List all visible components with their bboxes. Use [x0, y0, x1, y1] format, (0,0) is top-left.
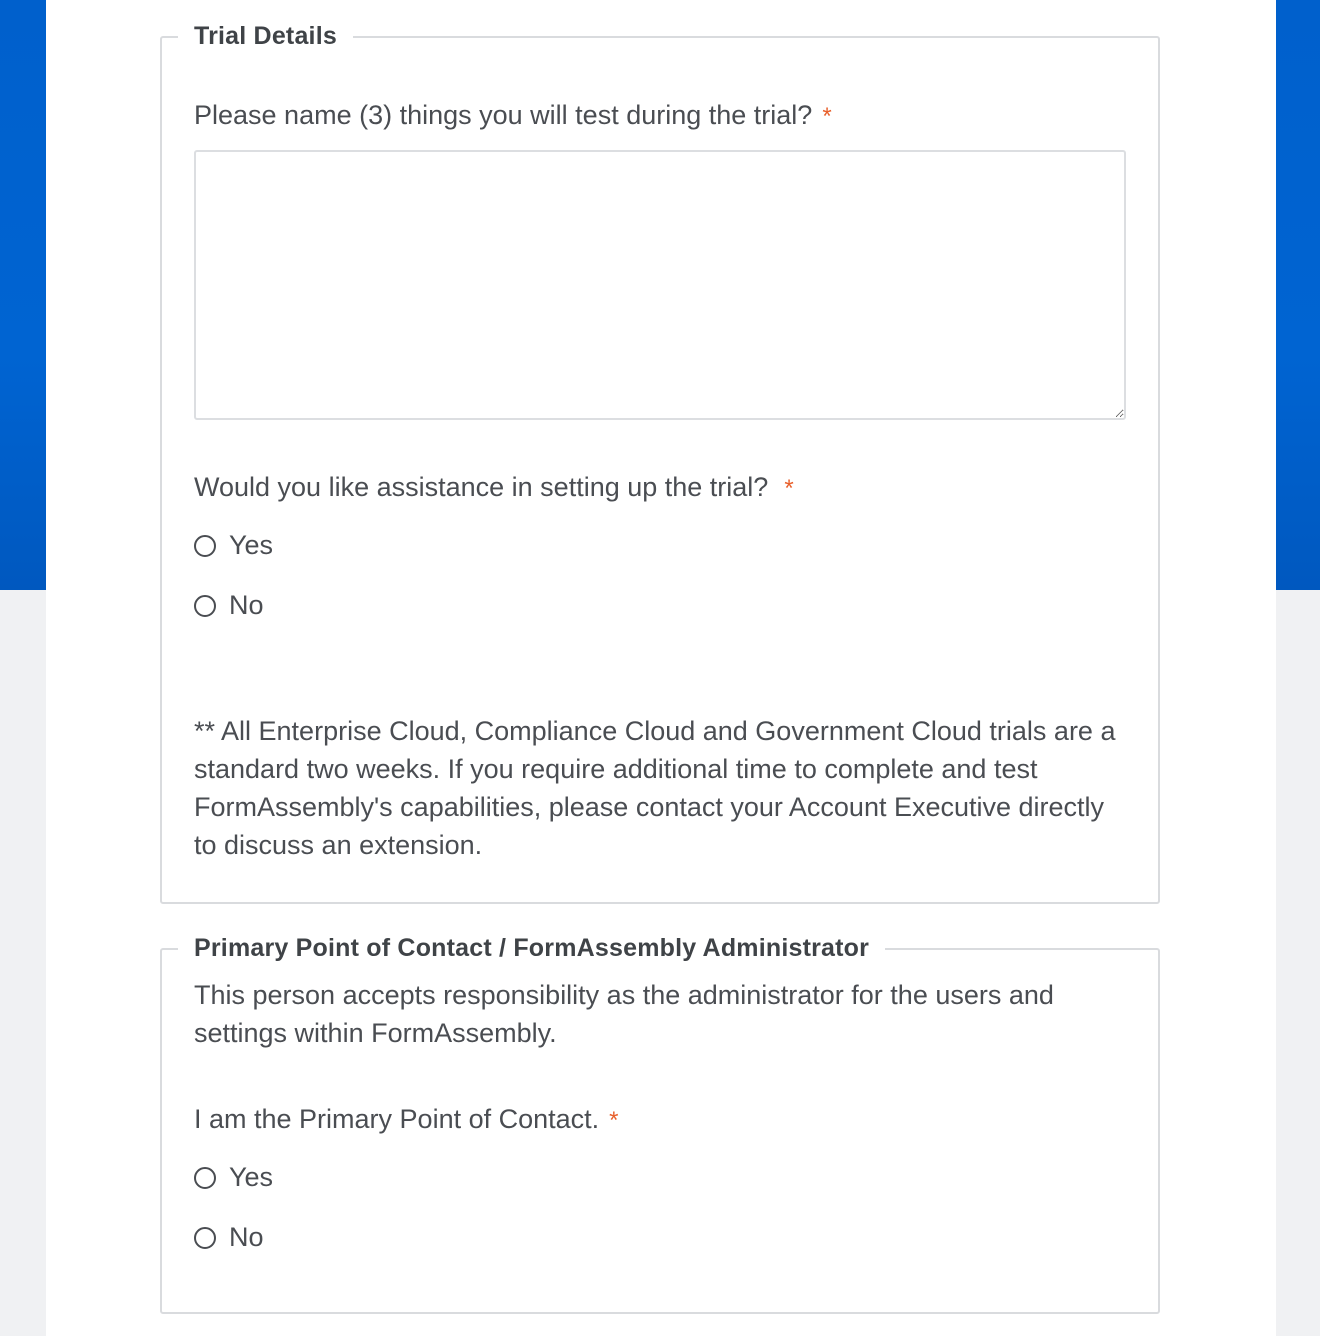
primary-contact-legend: Primary Point of Contact / FormAssembly Administrator	[194, 934, 870, 962]
trial-duration-note: ** All Enterprise Cloud, Compliance Cloud and Government Cloud trials are a standard two weeks. If you require additional time to complete and test FormAssembly's capabilities, please contact your Account Executive directly to discuss an extension.	[194, 716, 1116, 860]
radio-button[interactable]	[194, 595, 216, 617]
required-asterisk: *	[784, 475, 794, 502]
trial-details-legend: Trial Details	[194, 22, 337, 50]
is-contact-yes-option[interactable]: Yes	[194, 1162, 273, 1193]
is-contact-no-option[interactable]: No	[194, 1222, 264, 1253]
radio-button[interactable]	[194, 1227, 216, 1249]
assistance-no-option[interactable]: No	[194, 590, 264, 621]
primary-contact-description: This person accepts responsibility as the administrator for the users and settings within FormAssembly.	[194, 980, 1054, 1048]
test-question-label: Please name (3) things you will test during the trial? *	[194, 100, 832, 130]
test-things-textarea[interactable]	[194, 150, 1126, 420]
required-asterisk: *	[609, 1107, 619, 1134]
assistance-yes-option[interactable]: Yes	[194, 530, 273, 561]
form-card	[46, 0, 1276, 1336]
radio-button[interactable]	[194, 1167, 216, 1189]
is-contact-question-label: I am the Primary Point of Contact. *	[194, 1104, 619, 1134]
assistance-question-label: Would you like assistance in setting up the trial? *	[194, 472, 794, 502]
required-asterisk: *	[822, 103, 832, 130]
radio-button[interactable]	[194, 535, 216, 557]
